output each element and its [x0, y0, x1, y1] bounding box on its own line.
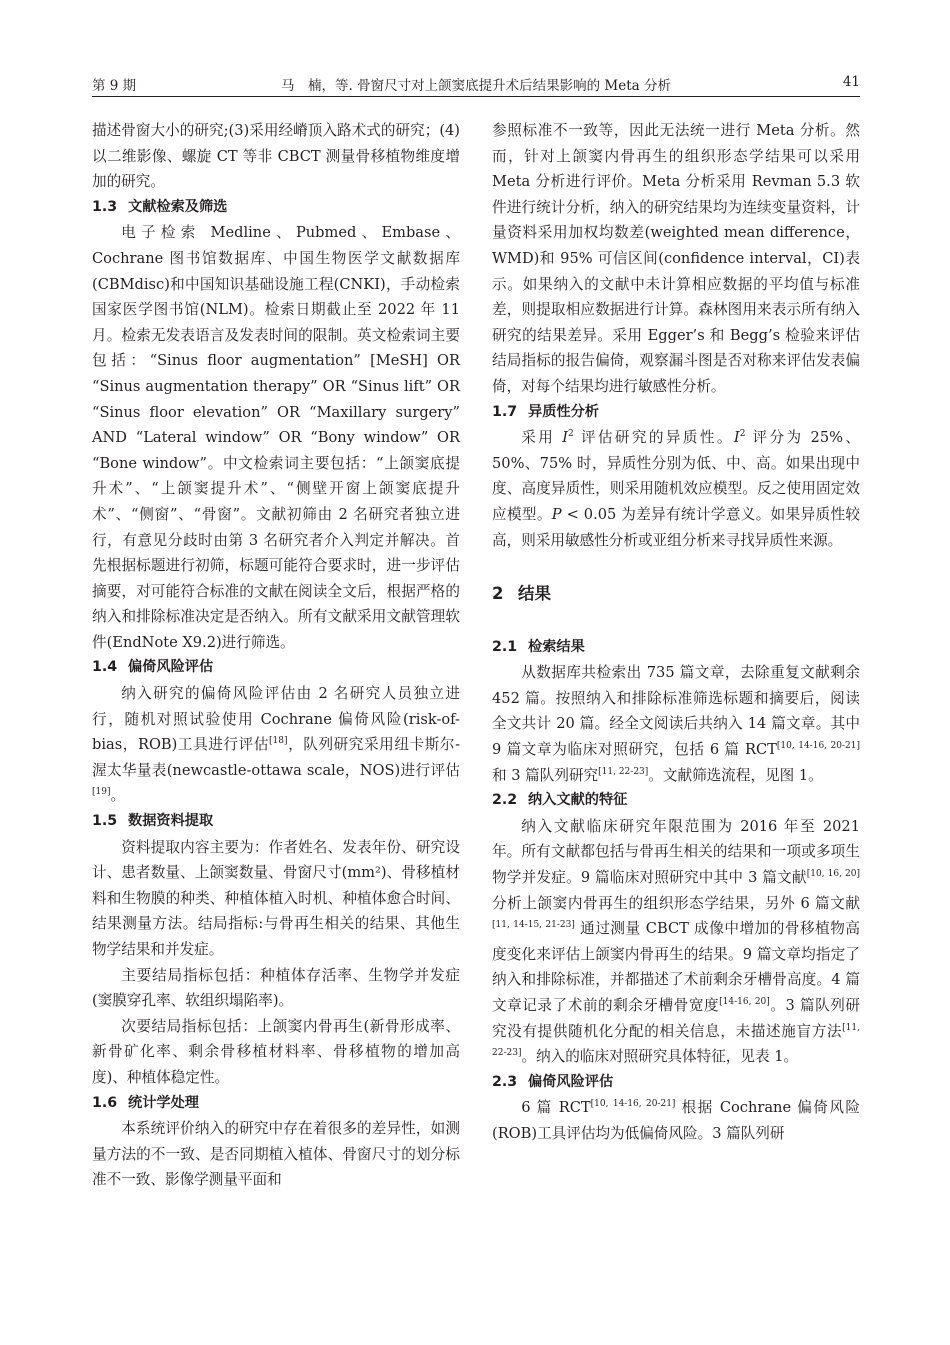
running-header: [92, 72, 860, 97]
section-heading-1-5: 1.5 数据资料提取: [92, 813, 214, 830]
citation: [18]: [269, 736, 288, 747]
paragraph: 纳入研究的偏倚风险评估由 2 名研究人员独立进行，随机对照试验使用 Cochrane 偏倚风险(risk-of-bias，ROB)工具进行评估[18]，队列研究采用纽卡斯尔-渥太华量表(newcastle-ottawa scale，NOS)进行评估[19]。: [92, 685, 460, 805]
paragraph: 描述骨窗大小的研究;(3)采用经嵴顶入路术式的研究；(4)以二维影像、螺旋 CT 等非 CBCT 测量骨移植物维度增加的研究。: [92, 122, 460, 191]
paragraph: 6 篇 RCT[10, 14-16, 20-21] 根据 Cochrane 偏倚风险(ROB)工具评估均为低偏倚风险。3 篇队列研: [492, 1099, 861, 1142]
page-number: 41: [842, 74, 860, 90]
citation: [14-16, 20]: [719, 997, 770, 1008]
section-heading-2-1: 2.1 检索结果: [492, 638, 585, 655]
section-heading-2-2: 2.2 纳入文献的特征: [492, 792, 628, 809]
issue-number: 第 9 期: [92, 78, 137, 94]
citation: [11, 22-23]: [598, 766, 649, 777]
paragraph: 参照标准不一致等，因此无法统一进行 Meta 分析。然而，针对上颌窦内骨再生的组织形态学结果可以采用 Meta 分析进行评价。Meta 分析采用 Revman 5.3 软件进行统计分析，纳入的研究结果均为连续变量资料，计量资料采用加权均数差(weighted mean difference，WMD)和 95% 可信区间(confidence interval，CI)表示。如果纳入的文献中未计算相应数据的平均值与标准差，则提取相应数据进行计算。森林图用来表示所有纳入研究的结果差异。采用 Egger’s 和 Begg’s 检验来评估结局指标的报告偏倚，观察漏斗图是否对称来评估发表偏倚，对每个结果均进行敏感性分析。: [492, 122, 860, 395]
section-heading-2: 2 结果: [492, 584, 551, 604]
citation: [11, 14-15, 21-23]: [492, 920, 575, 931]
citation: [10, 14-16, 20-21]: [776, 741, 861, 752]
section-heading-1-3: 1.3 文献检索及筛选: [92, 198, 228, 215]
section-heading-1-4: 1.4 偏倚风险评估: [92, 659, 214, 676]
running-title: 马 楠，等. 骨窗尺寸对上颌窦底提升术后结果影响的 Meta 分析: [281, 78, 671, 94]
left-column: [92, 118, 460, 1193]
right-column: [492, 118, 860, 1147]
paragraph: 采用 $I^2$ 评估研究的异质性。$I^2$ 评分为 25%、50%、75% 时，异质性分别为低、中、高。如果出现中度、高度异质性，则采用随机效应模型。反之使用固定效应模型。P < 0.05 为差异有统计学意义。如果异质性较高，则采用敏感性分析或亚组分析来寻找异质性来源。: [492, 429, 861, 549]
paragraph: 本系统评价纳入的研究中存在着很多的差异性，如测量方法的不一致、是否同期植入植体、骨窗尺寸的划分标准不一致、影像学测量平面和: [92, 1120, 460, 1189]
section-heading-1-7: 1.7 异质性分析: [492, 403, 599, 420]
paragraph: 从数据库共检索出 735 篇文章，去除重复文献剩余 452 篇。按照纳入和排除标准筛选标题和摘要后，阅读全文共计 20 篇。经全文阅读后共纳入 14 篇文章。其中 9 篇文章为临床对照研究，包括 6 篇 RCT[10, 14-16, 20-21] 和 3 篇队列研究[11, 22-23]。文献筛选流程，见图 1。: [492, 664, 861, 784]
citation: [19]: [92, 787, 111, 798]
paragraph: 次要结局指标包括：上颌窦内骨再生(新骨形成率、新骨矿化率、剩余骨移植材料率、骨移植物的增加高度)、种植体稳定性。: [92, 1017, 460, 1086]
citation: [11, 22-23]: [492, 1022, 860, 1059]
citation: [10, 16, 20]: [806, 869, 860, 880]
section-heading-1-6: 1.6 统计学处理: [92, 1094, 199, 1111]
citation: [10, 14-16, 20-21]: [590, 1099, 676, 1110]
paragraph: 纳入文献临床研究年限范围为 2016 年至 2021 年。所有文献都包括与骨再生相关的结果和一项或多项生物学并发症。9 篇临床对照研究中其中 3 篇文献[10, 16, 20] 分析上颌窦内骨再生的组织形态学结果，另外 6 篇文献[11, 14-15, 21-23] 通过测量 CBCT 成像中增加的骨移植物高度变化来评估上颌窦内骨再生的结果。9 篇文章均指定了纳入和排除标准，并都描述了术前剩余牙槽骨高度。4 篇文章记录了术前的剩余牙槽骨宽度[14-16, 20]。3 篇队列研究没有提供随机化分配的相关信息，未描述施盲方法[11, 22-23]。纳入的临床对照研究具体特征，见表 1。: [492, 817, 861, 1066]
paragraph: 资料提取内容主要为：作者姓名、发表年份、研究设计、患者数量、上颌窦数量、骨窗尺寸(mm²)、骨移植材料和生物膜的种类、种植体植入时机、种植体愈合时间、结果测量方法。结局指标:与骨再生相关的结果、其他生物学结果和并发症。: [92, 838, 460, 958]
paragraph: 电子检索 Medline、Pubmed、Embase、Cochrane 图书馆数据库、中国生物医学文献数据库(CBMdisc)和中国知识基础设施工程(CNKI)，手动检索国家医学图书馆(NLM)。检索日期截止至 2022 年 11 月。检索无发表语言及发表时间的限制。英文检索词主要包括：“Sinus floor augmentation” [MeSH] OR “Sinus augmentation therapy” OR “Sinus lift” OR “Sinus floor elevation” OR “Maxillary surgery” AND “Lateral window” OR “Bony window” OR “Bone window”。中文检索词主要包括：“上颌窦底提升术”、“上颌窦提升术”、“侧壁开窗上颌窦底提升术”、“侧窗”、“骨窗”。文献初筛由 2 名研究者独立进行，有意见分歧时由第 3 名研究者介入判定并解决。首先根据标题进行初筛，标题可能符合要求时，进一步评估摘要，对可能符合标准的文献在阅读全文后，根据严格的纳入和排除标准决定是否纳入。所有文献采用文献管理软件(EndNote X9.2)进行筛选。: [92, 224, 460, 651]
section-heading-2-3: 2.3 偏倚风险评估: [492, 1073, 614, 1090]
paragraph: 主要结局指标包括：种植体存活率、生物学并发症(窦膜穿孔率、软组织塌陷率)。: [92, 966, 460, 1010]
